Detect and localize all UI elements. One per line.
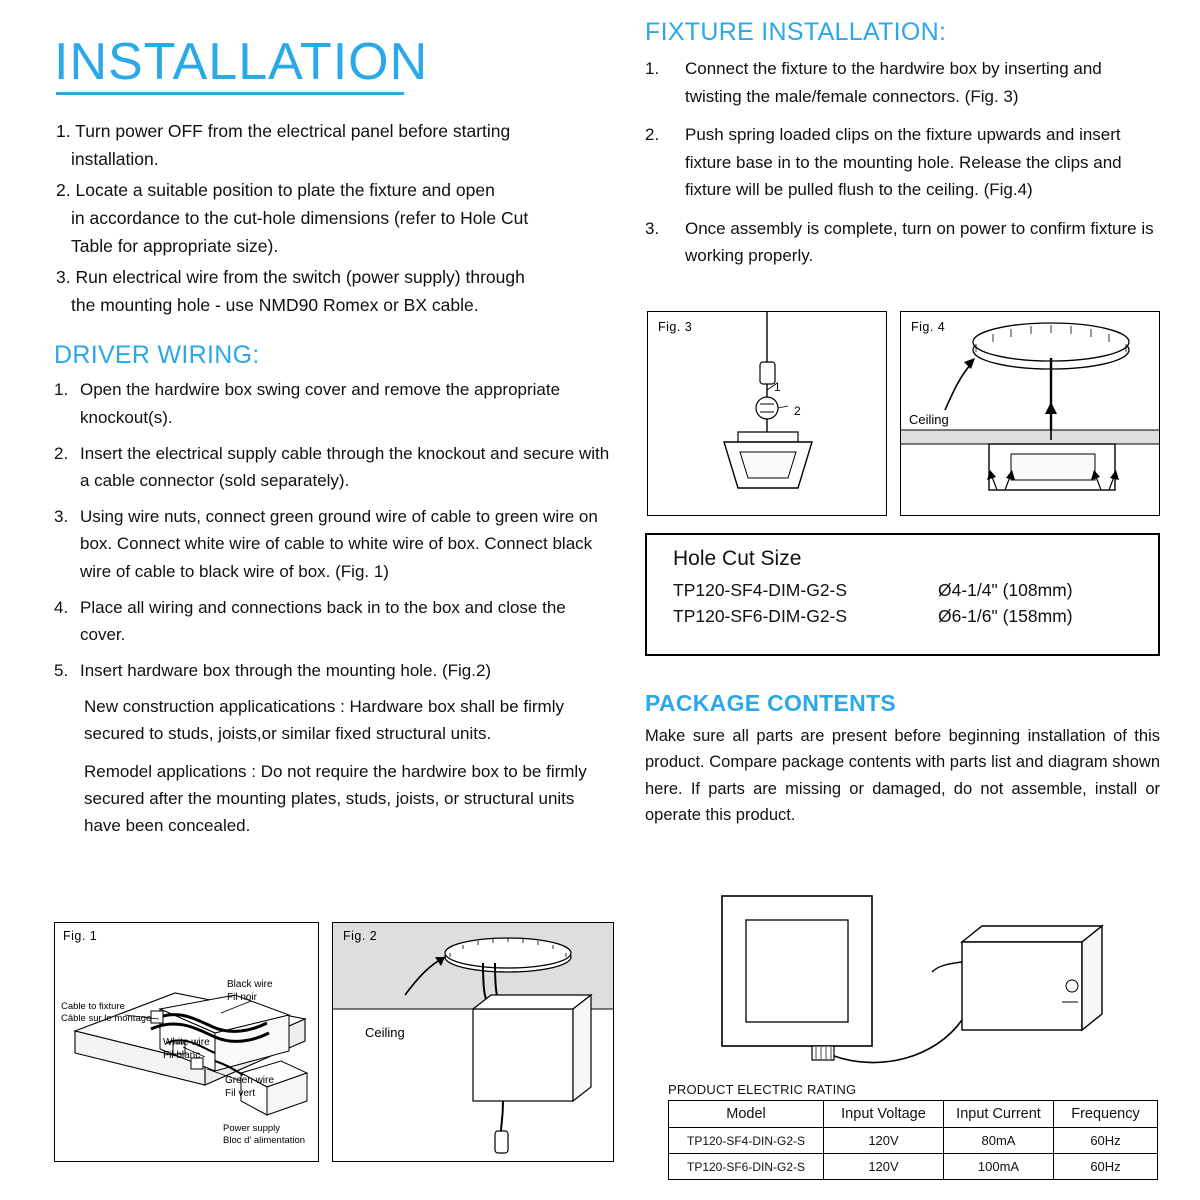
intro-steps [56,117,614,319]
intro-step-2-num: 2. [56,179,71,200]
driver-step-text: Place all wiring and connections back in to the box and close the cover. [80,597,566,644]
cell-voltage: 120V [824,1154,944,1180]
figure-4-label: Fig. 4 [911,320,946,334]
figure-2-ceiling-label: Ceiling [365,1025,405,1040]
fixture-step-num: 3. [645,218,660,238]
figure-3 [647,311,887,516]
cell-model: TP120-SF4-DIN-G2-S [669,1128,824,1154]
driver-step-text: Open the hardwire box swing cover and remove the appropriate knockout(s). [80,380,561,427]
remodel-text: Do not require the hardwire box to be firmly secured after the mounting plates, studs, joists, or structural units have been concealed. [84,761,587,836]
fixture-step-text: Push spring loaded clips on the fixture upwards and insert fixture base in to the mounting hole. Release the clips and fixture will be pulled flush to the ceiling. (Fig.4) [685,125,1122,200]
fixture-step-text: Once assembly is complete, turn on power to confirm fixture is working properly. [685,218,1154,266]
cell-frequency: 60Hz [1054,1154,1158,1180]
driver-step-num: 3. [54,507,69,527]
figure-4-ceiling-label: Ceiling [909,412,949,427]
table-header-current: Input Current [944,1101,1054,1128]
rating-table-caption: PRODUCT ELECTRIC RATING [668,1082,857,1097]
driver-step [54,594,614,648]
driver-step-num: 5. [54,661,69,681]
fixture-step [645,55,1160,110]
fixture-step [645,215,1160,270]
product-diagram [700,890,1140,1070]
hole-cut-title: Hole Cut Size [673,547,802,570]
table-header-voltage: Input Voltage [824,1101,944,1128]
table-header-row [669,1101,1158,1128]
remodel-block [84,758,614,840]
fixture-step [645,121,1160,204]
figure-1-cable-label: Cable to fixture Câble sur le montage [61,1001,152,1024]
figure-4 [900,311,1160,516]
intro-step-3-line2: the mounting hole - use NMD90 Romex or BX cable. [71,295,479,316]
driver-step-text: Insert the electrical supply cable through the knockout and secure with a cable connector (sold separately). [80,443,610,490]
title-underline [56,92,404,95]
driver-step-text: Insert hardware box through the mounting hole. (Fig.2) [80,661,492,681]
hole-cut-model: TP120-SF6-DIM-G2-S [673,606,848,626]
driver-wiring-steps [54,376,614,839]
table-row [669,1154,1158,1180]
driver-step-num: 4. [54,597,69,617]
fixture-step-num: 1. [645,59,660,78]
hole-cut-model: TP120-SF4-DIM-G2-S [673,580,848,600]
left-column [44,18,614,839]
table-header-model: Model [669,1101,824,1128]
cell-frequency: 60Hz [1054,1128,1158,1154]
cell-voltage: 120V [824,1128,944,1154]
new-construction-block [84,693,614,747]
cell-current: 80mA [944,1128,1054,1154]
driver-step-text: Using wire nuts, connect green ground wire of cable to green wire on box. Connect white wire of cable to white wire of box. Connect black wire of cable to black wire of box. (Fig. 1) [80,507,598,581]
intro-step-3-line1: Run electrical wire from the switch (power supply) through [75,266,525,287]
fixture-step-text: Connect the fixture to the hardwire box by inserting and twisting the male/female connectors. (Fig. 3) [685,59,1102,106]
table-row [669,1128,1158,1154]
intro-step-1-line2: installation. [71,149,159,170]
hole-cut-size: Ø4-1/4" (108mm) [938,580,1073,600]
figure-1-green-wire-label: Green wire Fil vert [225,1075,274,1099]
cell-current: 100mA [944,1154,1054,1180]
hole-cut-size-box [645,533,1160,656]
figure-1-power-supply-label: Power supply Bloc d' alimentation [223,1123,306,1146]
intro-step-1-line1: Turn power OFF from the electrical panel before starting [75,121,511,141]
intro-step-2-line2: in accordance to the cut-hole dimensions (refer to Hole Cut [71,208,529,229]
intro-step-2-line1: Locate a suitable position to plate the fixture and open [75,179,495,200]
package-contents-section [645,690,1160,829]
figure-2 [332,922,614,1162]
fixture-installation-heading: FIXTURE INSTALLATION: [645,18,947,46]
figure-3-label: Fig. 3 [658,320,693,334]
page-title: INSTALLATION [54,33,429,91]
intro-step-2 [56,176,614,261]
intro-step-1 [56,117,614,174]
driver-step-num: 2. [54,443,69,463]
intro-step-2-line3: Table for appropriate size). [71,236,279,257]
driver-step-num: 1. [54,380,69,400]
remodel-heading: Remodel applications : [84,761,256,781]
package-contents-text: Make sure all parts are present before beginning installation of this product. Compare package contents with parts list and diagram shown here. If parts are missing or damaged, do not assemble, install or operate this product. [645,727,1160,825]
new-construction-heading: New construction applicatications : [84,697,345,717]
figure-1-label: Fig. 1 [63,929,98,943]
cell-model: TP120-SF6-DIN-G2-S [669,1154,824,1180]
driver-step [54,376,614,430]
right-column [645,18,1160,281]
fixture-steps [645,55,1160,270]
figure-3-callout-1: 1 [774,380,781,394]
figure-2-label: Fig. 2 [343,929,378,943]
hole-cut-row [673,580,1158,601]
table-header-frequency: Frequency [1054,1101,1158,1128]
package-contents-heading: PACKAGE CONTENTS [645,690,896,716]
rating-table [668,1100,1158,1180]
intro-step-1-num: 1. [56,121,71,141]
driver-step [54,657,614,684]
new-construction-text: Hardware box shall be firmly secured to studs, joists,or similar fixed structural units. [84,697,564,744]
fixture-step-num: 2. [645,125,660,145]
intro-step-3-num: 3. [56,266,71,287]
driver-wiring-heading: DRIVER WIRING: [54,341,260,370]
driver-step [54,440,614,494]
figure-3-callout-2: 2 [794,404,801,418]
figure-1-black-wire-label: Black wire Fil noir [227,979,273,1003]
hole-cut-size: Ø6-1/6" (158mm) [938,606,1073,626]
driver-step [54,503,614,585]
figure-1-white-wire-label: White wire Fil blanc [163,1037,210,1061]
hole-cut-row [673,606,1158,627]
intro-step-3 [56,263,614,320]
figure-1 [54,922,319,1162]
